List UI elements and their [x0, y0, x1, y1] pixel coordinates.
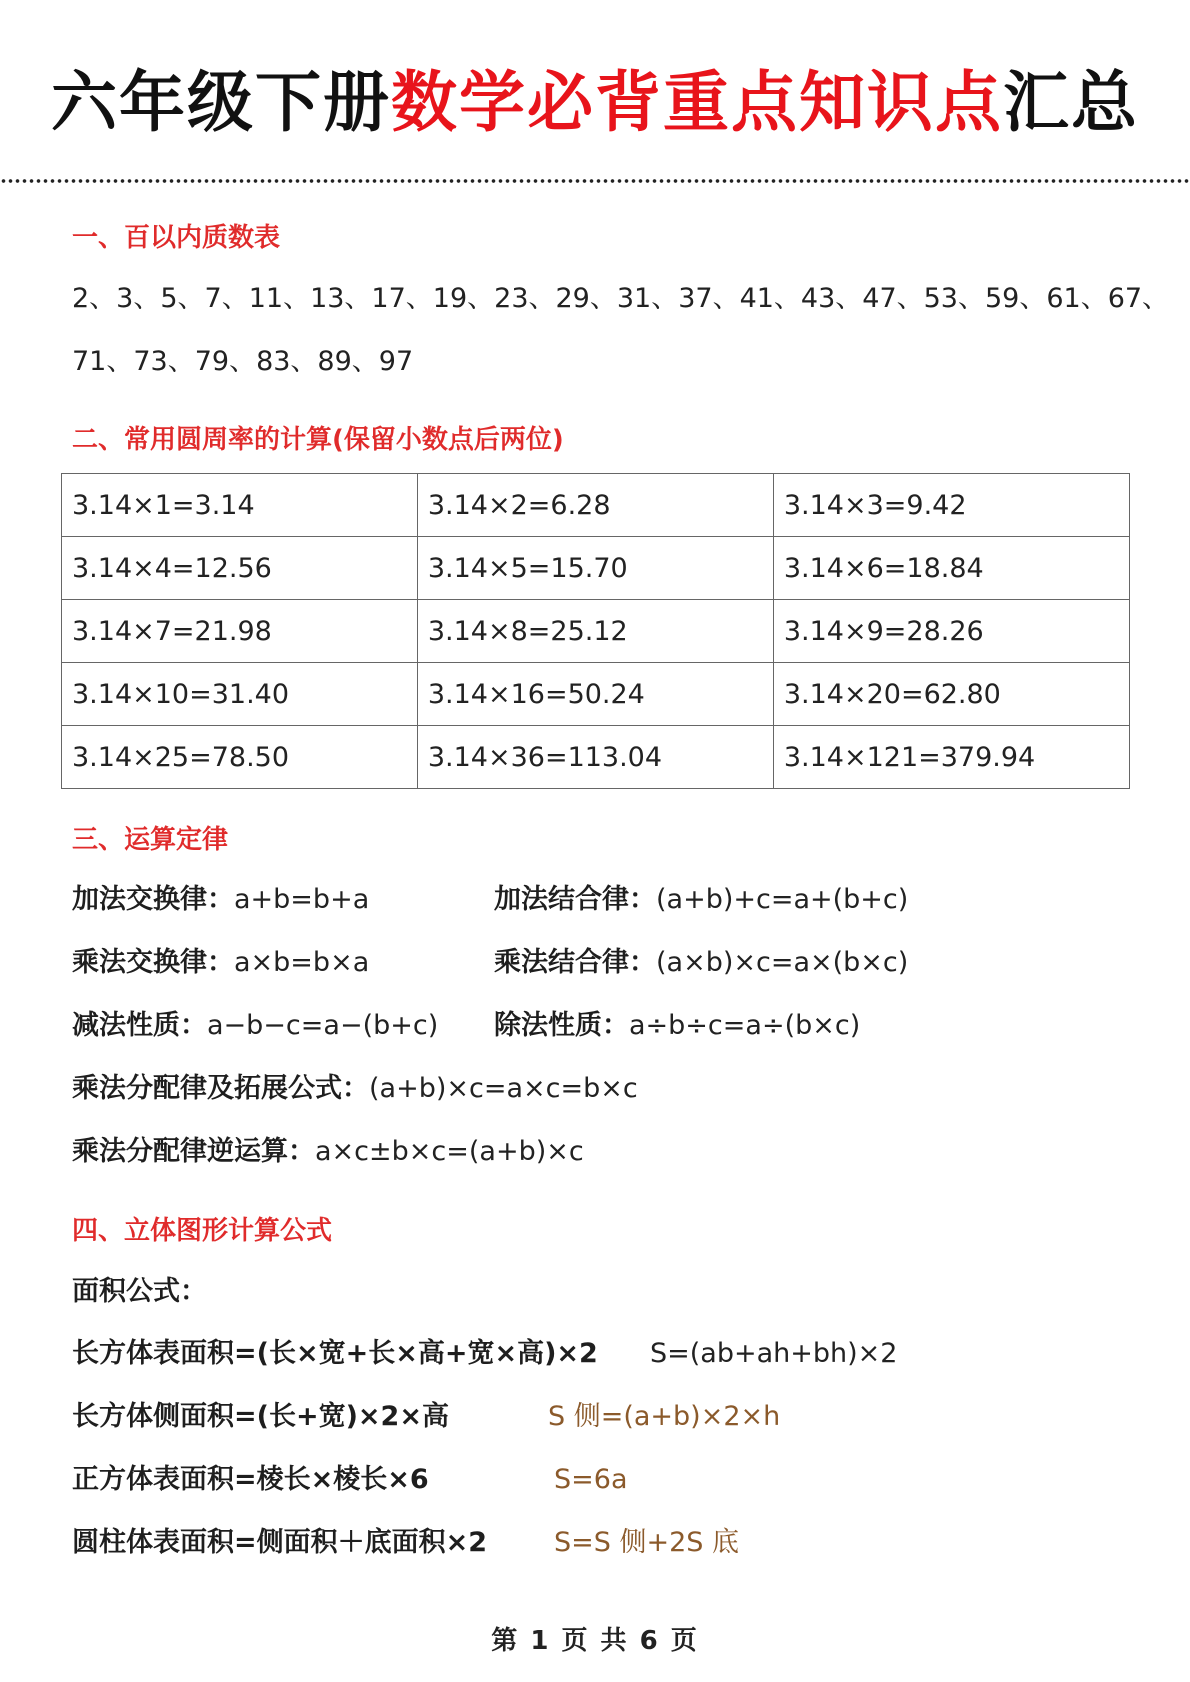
formula-text: 长方体侧面积=(长+宽)×2×高 [72, 1401, 449, 1432]
formula-symbol: S=6a [554, 1464, 628, 1495]
law-formula: (a+b)+c=a+(b+c) [656, 884, 909, 915]
law-formula: a×c±b×c=(a+b)×c [315, 1136, 584, 1167]
primes-line-2: 71、73、79、83、89、97 [72, 346, 414, 377]
table-cell: 3.14×8=25.12 [417, 600, 773, 663]
law-label: 减法性质： [72, 1010, 207, 1041]
formula-text: 正方体表面积=棱长×棱长×6 [72, 1464, 429, 1495]
area-formula-label: 面积公式： [72, 1276, 207, 1307]
table-cell: 3.14×1=3.14 [62, 474, 418, 537]
table-cell: 3.14×2=6.28 [417, 474, 773, 537]
law-mul-commutative [72, 943, 369, 983]
law-mul-associative [494, 943, 908, 983]
law-label: 乘法交换律： [72, 947, 234, 978]
law-subtraction [72, 1006, 438, 1046]
section1-heading: 一、百以内质数表 [72, 223, 281, 253]
table-cell: 3.14×20=62.80 [773, 663, 1129, 726]
section4-heading: 四、立体图形计算公式 [72, 1216, 333, 1246]
formula-row [72, 1397, 449, 1437]
dotted-divider [0, 178, 1190, 184]
law-label: 除法性质： [494, 1010, 629, 1041]
title-part3: 汇总 [1003, 63, 1139, 141]
law-label: 加法交换律： [72, 884, 234, 915]
table-row [62, 726, 1130, 789]
title-part2: 数学必背重点知识点 [391, 63, 1003, 141]
law-division [494, 1006, 860, 1046]
table-row [62, 663, 1130, 726]
table-cell: 3.14×6=18.84 [773, 537, 1129, 600]
law-formula: a−b−c=a−(b+c) [207, 1010, 439, 1041]
formula-row [72, 1334, 598, 1374]
table-cell: 3.14×10=31.40 [62, 663, 418, 726]
section2-heading: 二、常用圆周率的计算(保留小数点后两位) [72, 425, 564, 455]
law-add-commutative [72, 880, 369, 920]
section3-heading: 三、运算定律 [72, 825, 229, 855]
table-row [62, 600, 1130, 663]
law-label: 乘法结合律： [494, 947, 656, 978]
law-formula: a+b=b+a [234, 884, 370, 915]
law-add-associative [494, 880, 908, 920]
page-footer: 第 1 页 共 6 页 [491, 1626, 699, 1656]
table-cell: 3.14×7=21.98 [62, 600, 418, 663]
law-label: 乘法分配律及拓展公式： [72, 1073, 369, 1104]
table-cell: 3.14×121=379.94 [773, 726, 1129, 789]
formula-symbol: S=(ab+ah+bh)×2 [650, 1338, 898, 1369]
law-label: 加法结合律： [494, 884, 656, 915]
page-title [0, 62, 1190, 142]
law-formula: a÷b÷c=a÷(b×c) [629, 1010, 861, 1041]
law-label: 乘法分配律逆运算： [72, 1136, 315, 1167]
formula-text: 圆柱体表面积=侧面积＋底面积×2 [72, 1527, 488, 1558]
formula-row [72, 1523, 487, 1563]
table-row [62, 474, 1130, 537]
law-distributive-reverse [72, 1132, 584, 1172]
law-distributive [72, 1069, 638, 1109]
formula-symbol: S=S 侧+2S 底 [554, 1527, 740, 1558]
formula-row [72, 1460, 429, 1500]
law-formula: (a×b)×c=a×(b×c) [656, 947, 909, 978]
title-part1: 六年级下册 [51, 63, 391, 141]
table-cell: 3.14×16=50.24 [417, 663, 773, 726]
formula-text: 长方体表面积=(长×宽+长×高+宽×高)×2 [72, 1338, 598, 1369]
law-formula: a×b=b×a [234, 947, 370, 978]
table-cell: 3.14×5=15.70 [417, 537, 773, 600]
law-formula: (a+b)×c=a×c=b×c [369, 1073, 638, 1104]
primes-line-1: 2、3、5、7、11、13、17、19、23、29、31、37、41、43、47、53、59、61、67、 [72, 283, 1170, 314]
table-cell: 3.14×3=9.42 [773, 474, 1129, 537]
table-cell: 3.14×9=28.26 [773, 600, 1129, 663]
table-row [62, 537, 1130, 600]
table-cell: 3.14×25=78.50 [62, 726, 418, 789]
pi-table [61, 473, 1130, 789]
table-cell: 3.14×36=113.04 [417, 726, 773, 789]
formula-symbol: S 侧=(a+b)×2×h [548, 1401, 781, 1432]
table-cell: 3.14×4=12.56 [62, 537, 418, 600]
